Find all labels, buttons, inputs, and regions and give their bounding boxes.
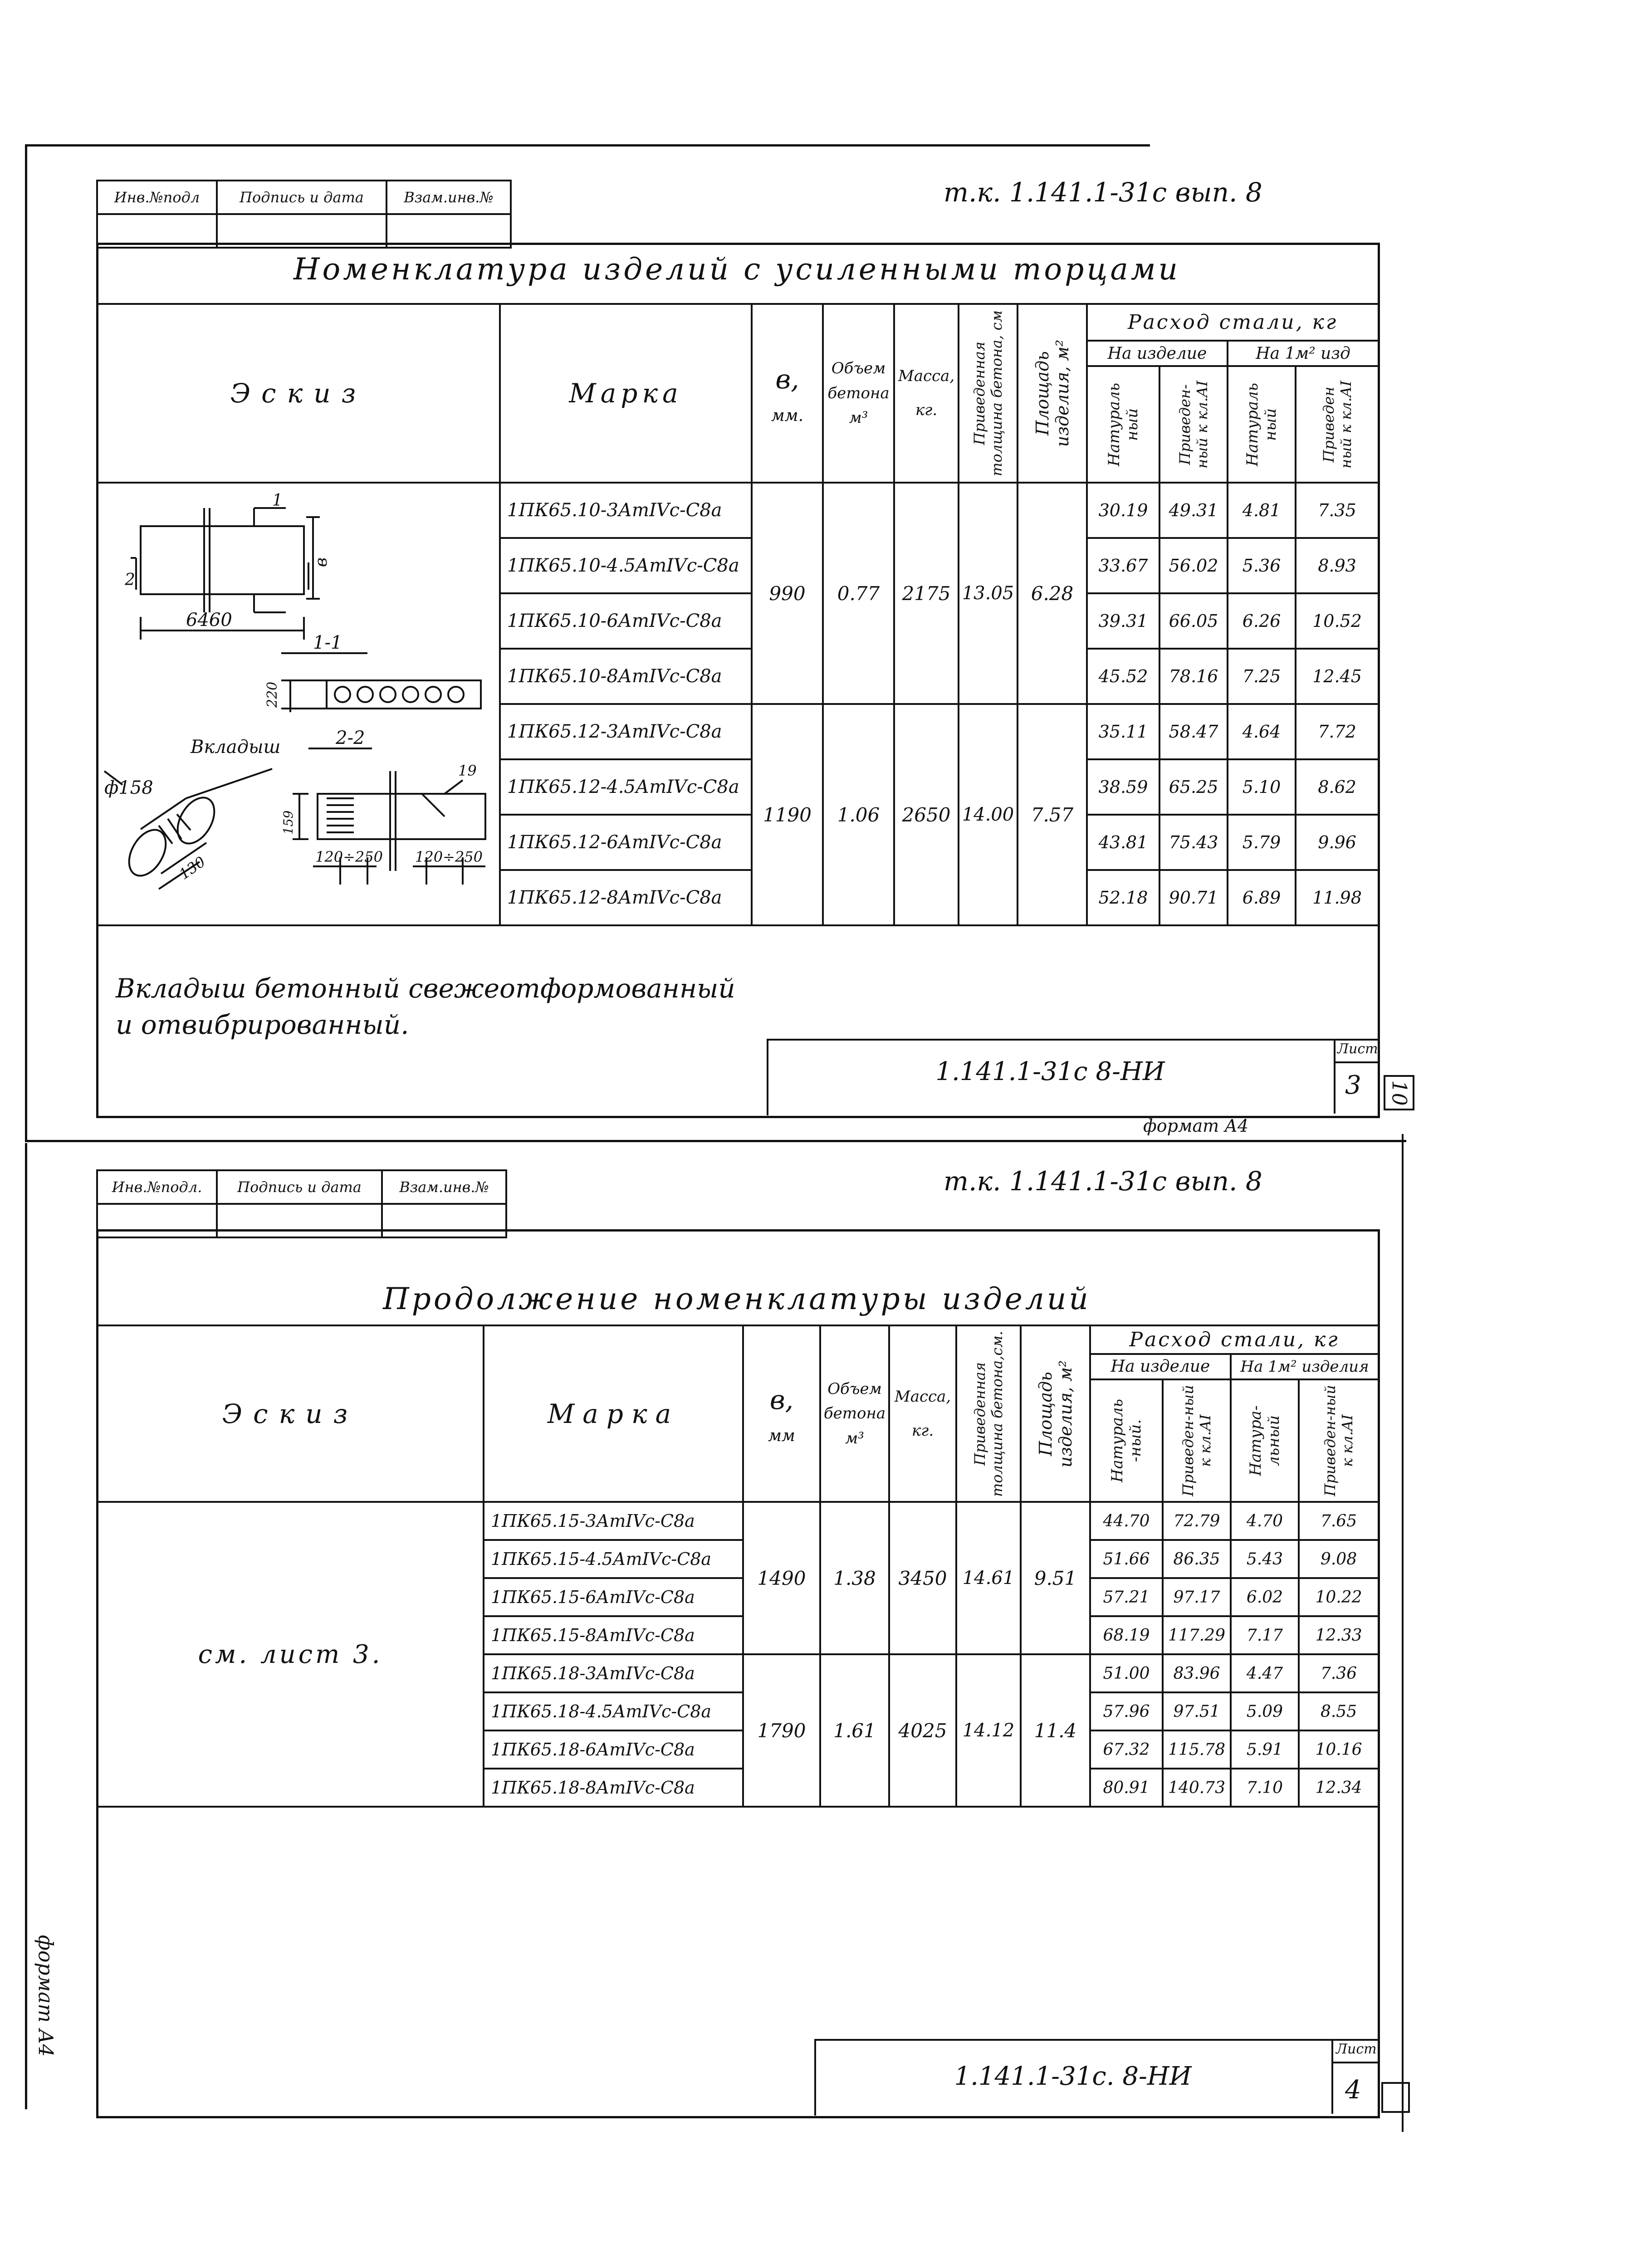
cell-n2: 4.70: [1231, 1502, 1299, 1540]
sketch-mark-1: 1: [272, 491, 283, 510]
col-natural2: Натура- льный: [1247, 1405, 1283, 1476]
col-sketch: Эскиз: [97, 1325, 484, 1502]
sheet-1-stamp: [96, 180, 512, 249]
col-sketch: Эскиз: [97, 304, 500, 483]
cell-n1: 35.11: [1087, 704, 1159, 759]
group-thickness: 14.12: [956, 1654, 1021, 1807]
cell-r2: 8.93: [1296, 538, 1379, 593]
group-thickness: 13.05: [959, 483, 1018, 704]
cell-n2: 5.43: [1231, 1540, 1299, 1578]
table-row-mark: 1ПК65.18-4.5АтIVс-С8а: [484, 1692, 743, 1730]
table-row-mark: 1ПК65.18-3АтIVс-С8а: [484, 1654, 743, 1692]
panel-outline: [141, 526, 304, 594]
cell-r2: 7.65: [1299, 1502, 1379, 1540]
col-thickness: Приведенная толщина бетона,см.: [971, 1330, 1006, 1497]
sketch-dim-220: 220: [264, 681, 280, 708]
group-volume: 1.38: [820, 1502, 889, 1654]
col-reduced2: Приведен-ный к кл.АI: [1321, 1385, 1356, 1496]
cell-n1: 51.00: [1090, 1654, 1163, 1692]
col-b-unit: мм.: [771, 406, 804, 425]
stamp-inv: Инв.№подл: [97, 181, 217, 214]
sheet-1-note-2: и отвибрированный.: [116, 1009, 409, 1040]
cell-r1: 117.29: [1163, 1616, 1231, 1654]
table-row-mark: 1ПК65.15-8АтIVс-С8а: [484, 1616, 743, 1654]
col-natural2: Натураль ный: [1243, 382, 1280, 466]
table-row-mark: 1ПК65.18-6АтIVс-С8а: [484, 1730, 743, 1769]
sheet-2-table: [96, 1325, 1380, 1808]
table-row-mark: 1ПК65.10-8АтIVс-С8а: [500, 649, 752, 704]
col-area: Площадь изделия, м²: [1032, 339, 1072, 447]
col-b: в,: [775, 364, 799, 395]
sketch-sec1: 1-1: [313, 632, 342, 653]
cell-r1: 56.02: [1159, 538, 1228, 593]
sheet-1-title: Номенклатура изделий с усиленными торцами: [293, 252, 1181, 287]
cell-n2: 5.09: [1231, 1692, 1299, 1730]
table-row-mark: 1ПК65.12-6АтIVс-С8а: [500, 815, 752, 870]
table-row-mark: 1ПК65.10-3АтIVс-С8а: [500, 483, 752, 538]
col-volume-unit: м³: [849, 409, 868, 427]
cell-r2: 10.52: [1296, 593, 1379, 649]
group-b: 1490: [743, 1502, 820, 1654]
cell-r2: 12.45: [1296, 649, 1379, 704]
col-mass: Масса,: [898, 367, 955, 386]
col-volume: Объем бетона: [827, 359, 890, 402]
group-b: 990: [752, 483, 823, 704]
cell-n2: 5.91: [1231, 1730, 1299, 1769]
stamp-replace: Взам.инв.№: [382, 1170, 506, 1204]
cell-n2: 5.79: [1228, 815, 1296, 870]
col-thickness: Приведенная толщина бетона, см: [971, 310, 1005, 476]
cell-r1: 86.35: [1163, 1540, 1231, 1578]
group-volume: 0.77: [823, 483, 894, 704]
table-row-mark: 1ПК65.10-6АтIVс-С8а: [500, 593, 752, 649]
cell-n1: 57.21: [1090, 1578, 1163, 1616]
sketch-range-1: 120÷250: [315, 848, 383, 865]
col-per-item: На изделие: [1087, 341, 1228, 367]
sheet-2-title: Продолжение номенклатуры изделий: [383, 1281, 1091, 1316]
cell-n2: 4.81: [1228, 483, 1296, 538]
cell-n2: 4.47: [1231, 1654, 1299, 1692]
cell-n1: 44.70: [1090, 1502, 1163, 1540]
sheet-1-side-no: 10: [1384, 1075, 1414, 1110]
stamp-sign: Подпись и дата: [217, 1170, 382, 1204]
sheet-1-list-label: Лист: [1337, 1041, 1378, 1057]
cell-n1: 33.67: [1087, 538, 1159, 593]
cell-n2: 6.02: [1231, 1578, 1299, 1616]
col-mass-unit: кг.: [915, 401, 938, 419]
group-thickness: 14.61: [956, 1502, 1021, 1654]
sketch-d159: 159: [281, 810, 296, 835]
sketch-phi: ф158: [104, 777, 153, 798]
cell-n1: 39.31: [1087, 593, 1159, 649]
cell-r2: 8.55: [1299, 1692, 1379, 1730]
cell-n1: 43.81: [1087, 815, 1159, 870]
col-mass: Масса,: [894, 1387, 951, 1406]
cell-r1: 90.71: [1159, 870, 1228, 925]
col-reduced2: Приведен ный к кл.АI: [1320, 380, 1355, 469]
cell-n1: 68.19: [1090, 1616, 1163, 1654]
cell-r1: 75.43: [1159, 815, 1228, 870]
col-steel: Расход стали, кг: [1087, 304, 1379, 341]
col-natural1: Натураль -ный.: [1108, 1399, 1145, 1483]
cell-n1: 45.52: [1087, 649, 1159, 704]
col-area: Площадь изделия, м²: [1035, 1360, 1076, 1467]
sketch-mark-b: в: [312, 557, 331, 567]
table-row-mark: 1ПК65.15-4.5АтIVс-С8а: [484, 1540, 743, 1578]
sketch-dim-length: 6460: [186, 610, 232, 631]
cell-n1: 30.19: [1087, 483, 1159, 538]
cell-r2: 7.35: [1296, 483, 1379, 538]
table-row-mark: 1ПК65.12-4.5АтIVс-С8а: [500, 759, 752, 815]
sheet-1-top-rule: [25, 144, 1150, 147]
cell-r2: 7.72: [1296, 704, 1379, 759]
col-natural1: Натураль ный: [1105, 382, 1141, 466]
col-b-unit: мм: [768, 1427, 795, 1446]
sketch-range-2: 120÷250: [415, 848, 483, 865]
group-b: 1190: [752, 704, 823, 925]
panel-sketch: [100, 481, 499, 925]
cell-r2: 10.16: [1299, 1730, 1379, 1769]
col-per-m2: На 1м² изделия: [1231, 1354, 1379, 1380]
group-mass: 2175: [894, 483, 959, 704]
sheet-1-doc-code: 1.141.1-31с 8-НИ: [935, 1057, 1165, 1086]
cell-n2: 7.17: [1231, 1616, 1299, 1654]
cell-r2: 12.33: [1299, 1616, 1379, 1654]
cell-n2: 5.36: [1228, 538, 1296, 593]
cell-n1: 51.66: [1090, 1540, 1163, 1578]
cell-n1: 52.18: [1087, 870, 1159, 925]
sheet-2-list-no: 4: [1345, 2075, 1361, 2105]
cell-r2: 12.34: [1299, 1769, 1379, 1807]
table-row-mark: 1ПК65.10-4.5АтIVс-С8а: [500, 538, 752, 593]
sheet-1-format: формат А4: [1143, 1116, 1249, 1136]
cell-n1: 57.96: [1090, 1692, 1163, 1730]
col-mark: Марка: [500, 304, 752, 483]
cell-r1: 140.73: [1163, 1769, 1231, 1807]
sketch-insert: Вкладыш: [191, 737, 281, 758]
cell-r1: 97.51: [1163, 1692, 1231, 1730]
cell-r1: 72.79: [1163, 1502, 1231, 1540]
cell-r2: 11.98: [1296, 870, 1379, 925]
cell-r2: 9.08: [1299, 1540, 1379, 1578]
sheet-1-note-1: Вкладыш бетонный свежеотформованный: [116, 973, 735, 1004]
col-mark: Марка: [484, 1325, 743, 1502]
group-b: 1790: [743, 1654, 820, 1807]
cell-r2: 9.96: [1296, 815, 1379, 870]
group-thickness: 14.00: [959, 704, 1018, 925]
stamp-replace: Взам.инв.№: [386, 181, 511, 214]
sheet-2-format-side: формат А4: [34, 1935, 57, 2057]
cell-r1: 66.05: [1159, 593, 1228, 649]
col-b: в,: [769, 1384, 794, 1415]
sheet-2-header: т.к. 1.141.1-31с вып. 8: [944, 1166, 1262, 1197]
cell-n1: 67.32: [1090, 1730, 1163, 1769]
group-mass: 4025: [889, 1654, 956, 1807]
cell-n2: 7.10: [1231, 1769, 1299, 1807]
cell-r1: 58.47: [1159, 704, 1228, 759]
group-mass: 3450: [889, 1502, 956, 1654]
sheet-2-side-box: [1381, 2082, 1410, 2113]
stamp-inv: Инв.№подл.: [97, 1170, 217, 1204]
table-row-mark: 1ПК65.12-8АтIVс-С8а: [500, 870, 752, 925]
table-row-mark: 1ПК65.12-3АтIVс-С8а: [500, 704, 752, 759]
cell-n2: 7.25: [1228, 649, 1296, 704]
sheet-1-header: т.к. 1.141.1-31с вып. 8: [944, 177, 1262, 208]
cell-n1: 80.91: [1090, 1769, 1163, 1807]
group-volume: 1.61: [820, 1654, 889, 1807]
col-reduced1: Приведен-ный к кл.АI: [1176, 380, 1211, 469]
sheet-2-doc-code: 1.141.1-31с. 8-НИ: [954, 2062, 1192, 2091]
table-row-mark: 1ПК65.18-8АтIVс-С8а: [484, 1769, 743, 1807]
col-per-item: На изделие: [1090, 1354, 1231, 1380]
group-area: 6.28: [1018, 483, 1087, 704]
table-row-mark: 1ПК65.15-6АтIVс-С8а: [484, 1578, 743, 1616]
cell-r1: 83.96: [1163, 1654, 1231, 1692]
stamp-sign: Подпись и дата: [217, 181, 386, 214]
sketch-mark-2: 2: [125, 571, 135, 589]
cell-r1: 65.25: [1159, 759, 1228, 815]
cell-n1: 38.59: [1087, 759, 1159, 815]
col-mass-unit: кг.: [911, 1421, 934, 1440]
sheet-2-list-label: Лист: [1336, 2041, 1377, 2057]
cell-r1: 49.31: [1159, 483, 1228, 538]
group-area: 11.4: [1021, 1654, 1090, 1807]
cell-n2: 4.64: [1228, 704, 1296, 759]
cell-n2: 6.89: [1228, 870, 1296, 925]
col-steel: Расход стали, кг: [1090, 1325, 1379, 1354]
cell-n2: 5.10: [1228, 759, 1296, 815]
table-row-mark: 1ПК65.15-3АтIVс-С8а: [484, 1502, 743, 1540]
col-volume-unit: м³: [845, 1429, 864, 1447]
group-area: 7.57: [1018, 704, 1087, 925]
cell-r1: 78.16: [1159, 649, 1228, 704]
cell-n2: 6.26: [1228, 593, 1296, 649]
col-reduced1: Приведен-ный к кл.АI: [1179, 1385, 1214, 1496]
group-mass: 2650: [894, 704, 959, 925]
sketch-sec2: 2-2: [336, 728, 365, 748]
group-area: 9.51: [1021, 1502, 1090, 1654]
sketch-d130: 130: [176, 853, 209, 883]
cell-r2: 8.62: [1296, 759, 1379, 815]
sketch-ref: см. лист 3.: [97, 1502, 484, 1807]
sheet-1-list-no: 3: [1345, 1070, 1361, 1100]
sketch-mark-19: 19: [458, 762, 477, 779]
col-per-m2: На 1м² изд: [1228, 341, 1379, 367]
cell-r2: 7.36: [1299, 1654, 1379, 1692]
sheet-2-stamp: [96, 1169, 507, 1238]
col-volume: Объем бетона: [823, 1379, 886, 1423]
group-volume: 1.06: [823, 704, 894, 925]
cell-r1: 97.17: [1163, 1578, 1231, 1616]
cell-r2: 10.22: [1299, 1578, 1379, 1616]
cell-r1: 115.78: [1163, 1730, 1231, 1769]
